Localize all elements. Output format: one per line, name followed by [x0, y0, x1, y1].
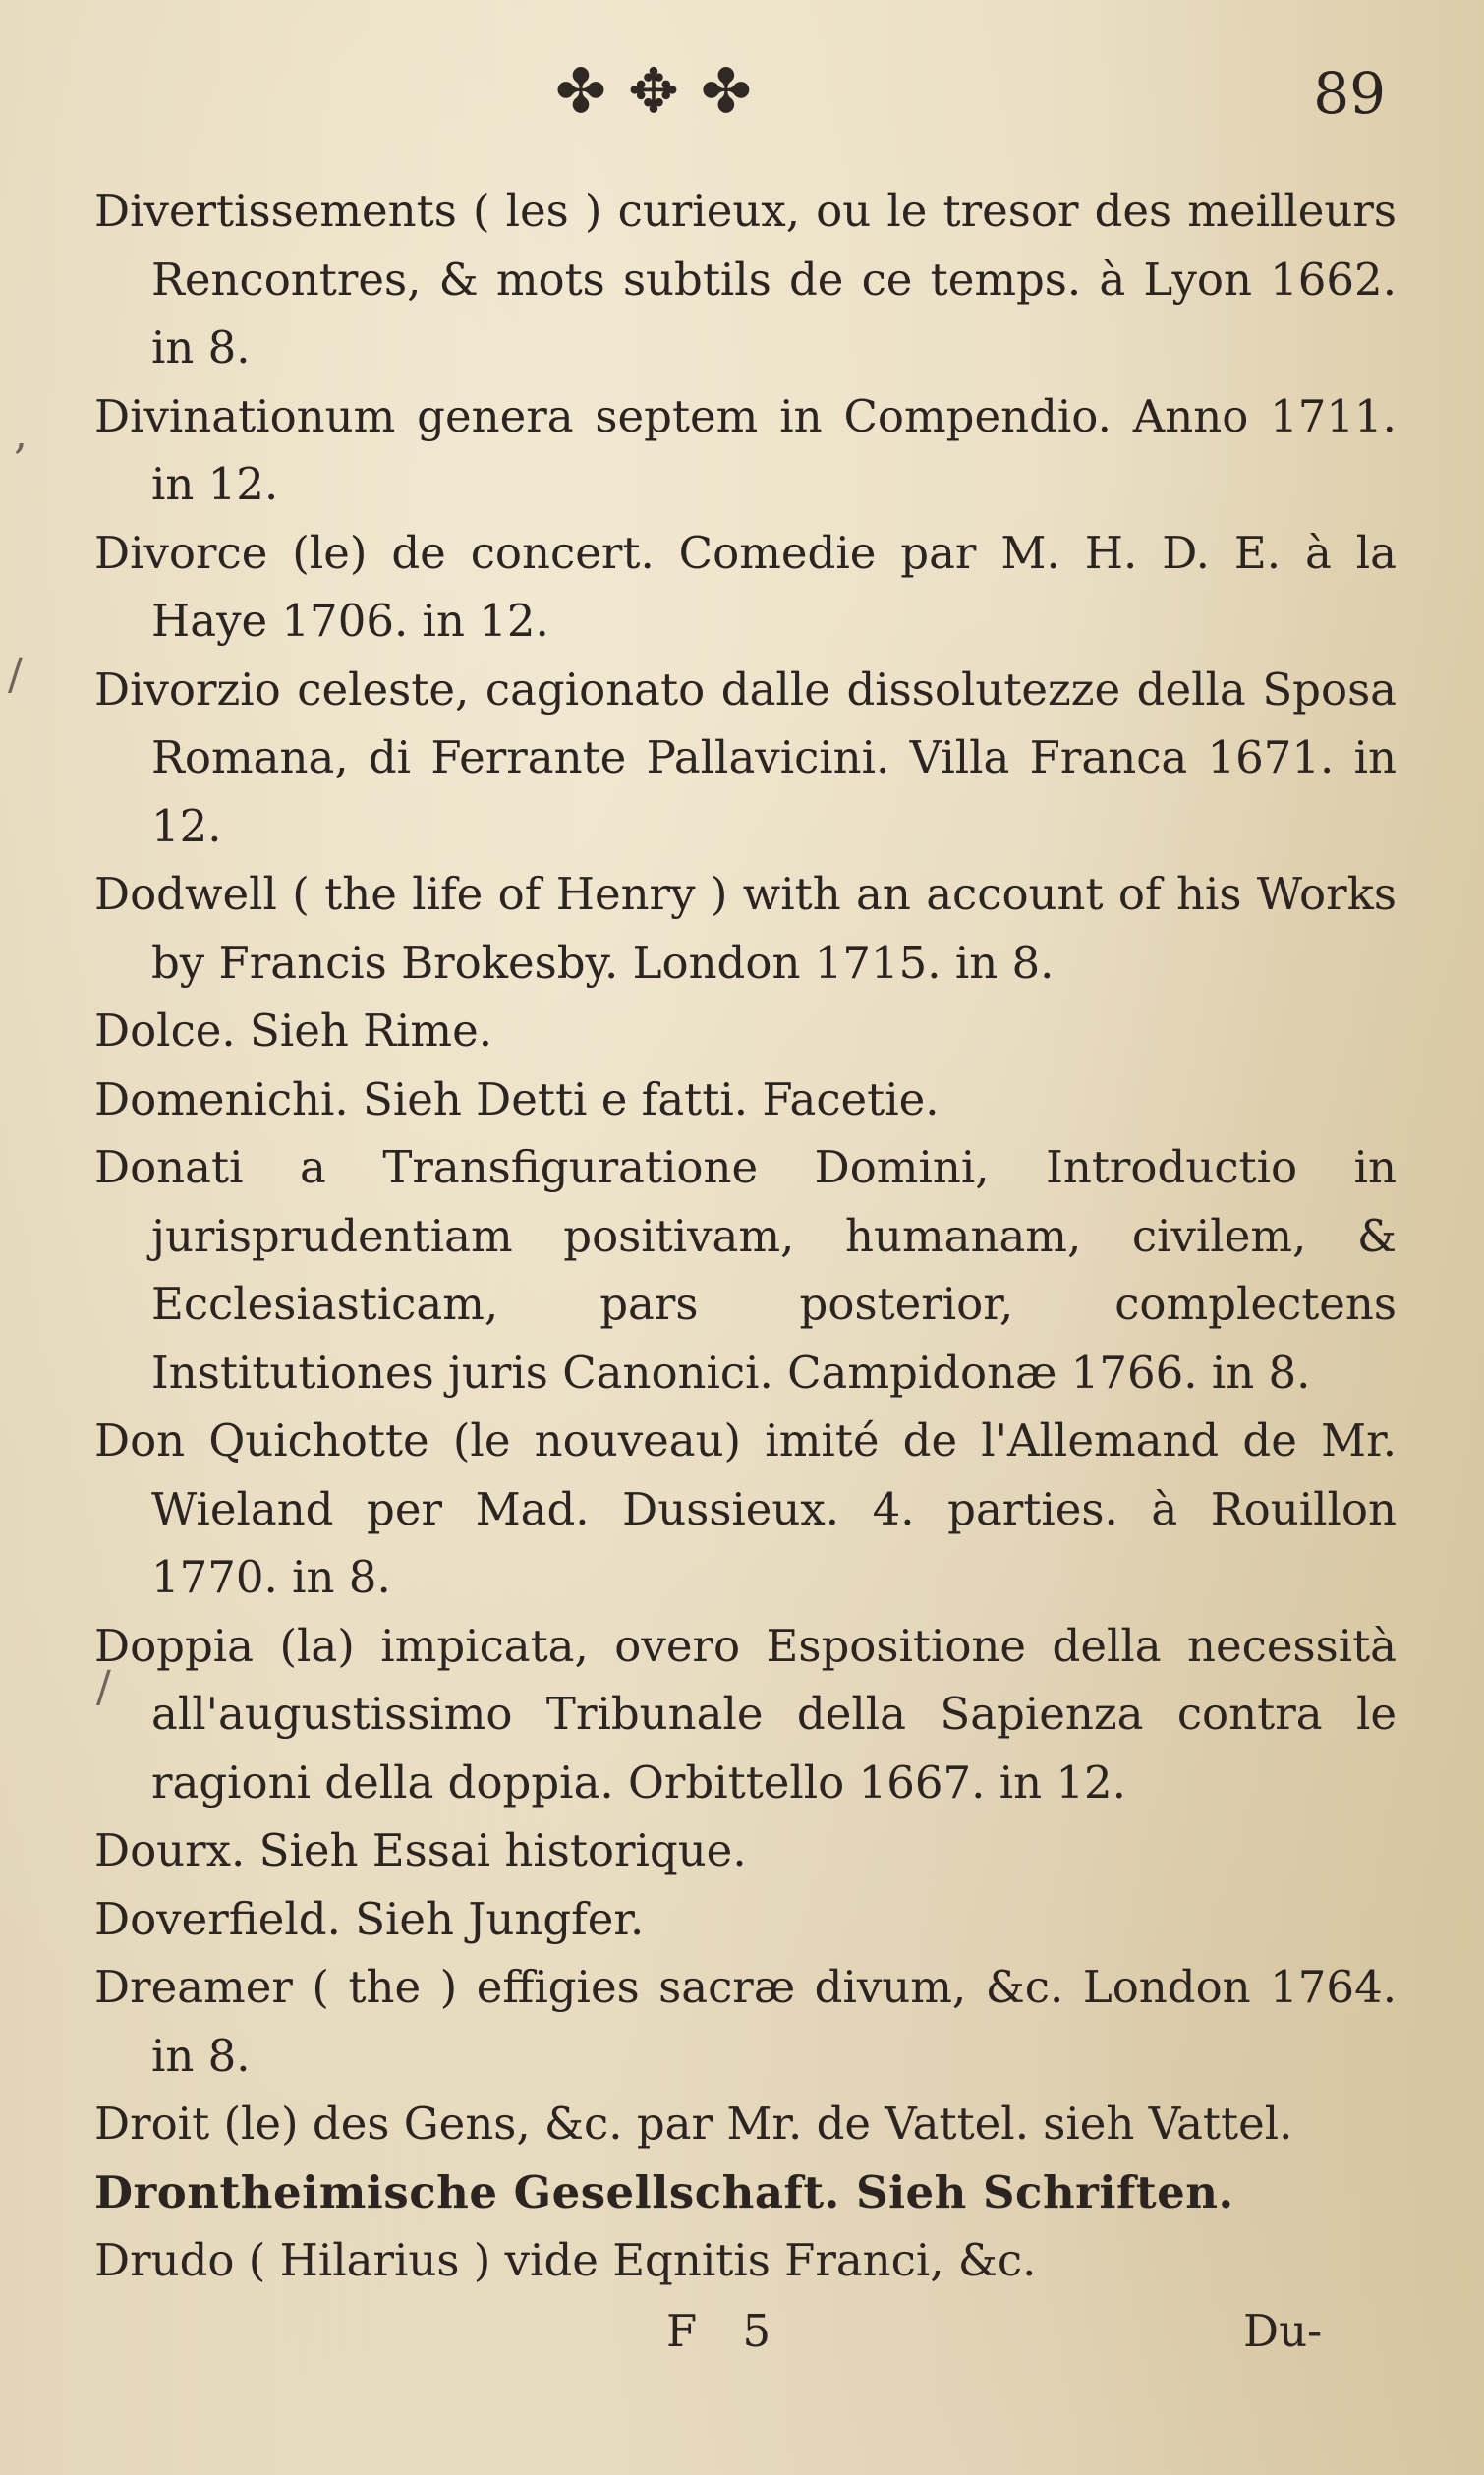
ornament-left-icon: ✤ [555, 55, 628, 127]
margin-mark: , [14, 409, 28, 459]
catalogue-entry: Droit (le) des Gens, &c. par Mr. de Vattel. sieh Vattel. [94, 2098, 1293, 2150]
catalogue-entry: Divorce (le) de concert. Comedie par M. H. D. E. à la Haye 1706. in 12. [94, 526, 1397, 647]
page-number: 89 [1313, 60, 1386, 127]
catalogue-entry: Drudo ( Hilarius ) vide Eqnitis Franci, &c. [94, 2234, 1037, 2286]
catalogue-entry: Doppia (la) impicata, overo Espositione della necessità all'augustissimo Tribunale della Sapienza contra le ragioni della doppia. Orbittello 1667. in 12. [94, 1619, 1397, 1809]
catalogue-entry: Dourx. Sieh Essai historique. [94, 1824, 747, 1876]
catalogue-entry: Dolce. Sieh Rime. [94, 1005, 493, 1057]
catalogue-entry: Divinationum genera septem in Compendio. Anno 1711. in 12. [94, 389, 1397, 510]
header-ornament [555, 55, 773, 127]
catalogue-entry: Don Quichotte (le nouveau) imité de l'Allemand de Mr. Wieland per Mad. Dussieux. 4. parties. à Rouillon 1770. in 8. [94, 1414, 1397, 1603]
signature-mark: F 5 [666, 2305, 787, 2357]
margin-mark: / [96, 1662, 111, 1712]
page-footer [0, 2305, 1484, 2374]
page-header [0, 51, 1484, 140]
catalogue-entry: Divertissements ( les ) curieux, ou le tresor des meilleurs Rencontres, & mots subtils de ce temps. à Lyon 1662. in 8. [94, 185, 1397, 374]
catalogue-entry: Dodwell ( the life of Henry ) with an account of his Works by Francis Brokesby. London 1715. in 8. [94, 868, 1397, 989]
ornament-right-icon: ✤ [700, 55, 773, 127]
catalogue-entry: Divorzio celeste, cagionato dalle dissolutezze della Sposa Romana, di Ferrante Pallavicini. Villa Franca 1671. in 12. [94, 662, 1397, 852]
catalogue-entry: Donati a Transfiguratione Domini, Introductio in jurisprudentiam positivam, humanam, civilem, & Ecclesiasticam, pars posterior, complectens Institutiones juris Canonici. Campidonæ 1766. in 8. [94, 1141, 1397, 1399]
ornament-center-icon: ✥ [627, 55, 701, 127]
catchword: Du- [1243, 2305, 1323, 2357]
catalogue-entry: Doverfield. Sieh Jungfer. [94, 1892, 645, 1945]
catalogue-entries [94, 177, 1397, 2295]
catalogue-entry: Dreamer ( the ) effigies sacræ divum, &c. London 1764. in 8. [94, 1961, 1397, 2082]
catalogue-entry: Domenichi. Sieh Detti e fatti. Facetie. [94, 1072, 940, 1125]
catalogue-entry: Drontheimische Gesellschaft. Sieh Schriften. [94, 2165, 1234, 2218]
margin-mark: / [8, 650, 23, 700]
